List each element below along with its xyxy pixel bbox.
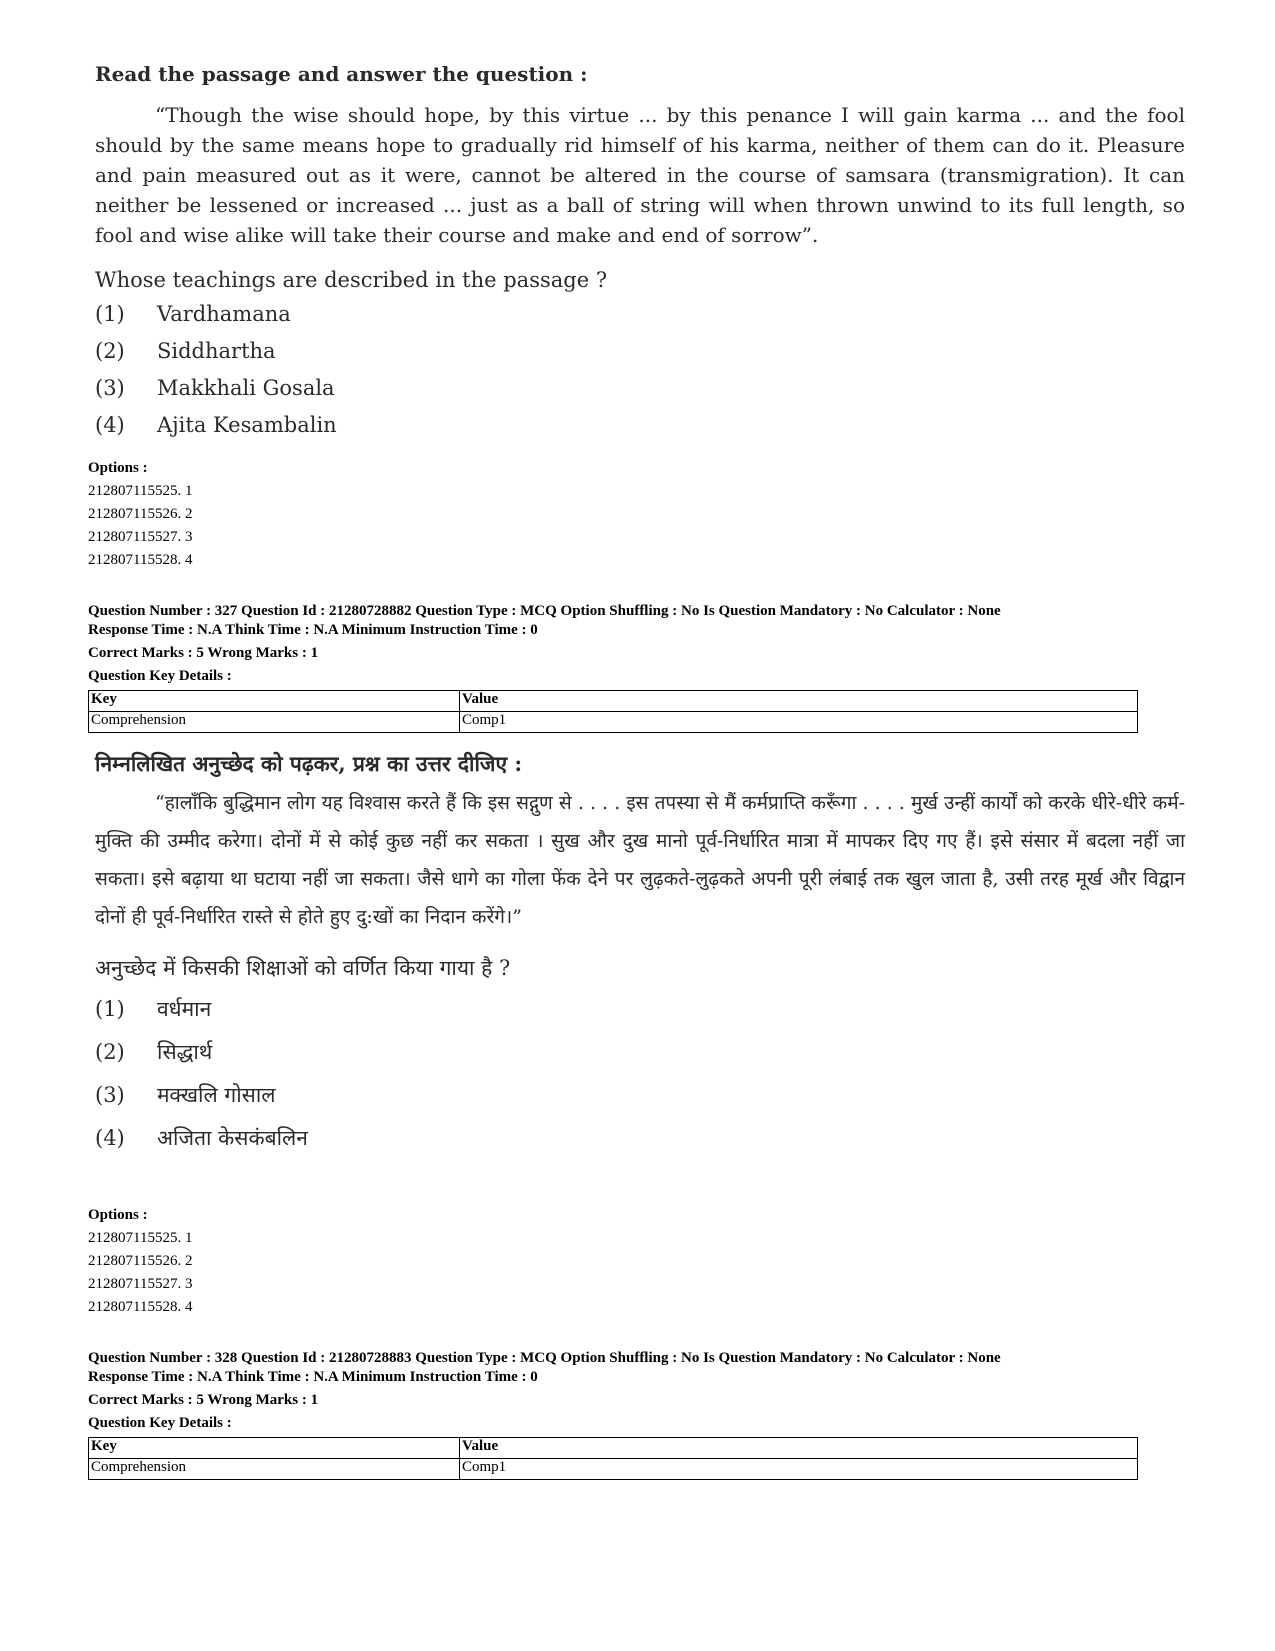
option-id: 212807115527. 3	[88, 1276, 193, 1292]
table-header-row	[89, 691, 1138, 712]
options-label: Options :	[88, 460, 148, 476]
key-details-label: Question Key Details :	[88, 1415, 232, 1431]
answer-option	[95, 1031, 1185, 1074]
option-id: 212807115526. 2	[88, 1253, 193, 1269]
table-row	[89, 1459, 1138, 1480]
answer-option	[95, 370, 1185, 407]
question-header: Question Number : 328 Question Id : 21280728883 Question Type : MCQ Option Shuffling : No Is Question Mandatory : No Calculator : None	[88, 1350, 1001, 1366]
question-marks: Correct Marks : 5 Wrong Marks : 1	[88, 645, 319, 661]
question-meta-327	[88, 602, 1188, 733]
options-list	[88, 1204, 1188, 1319]
table-cell-key: Comprehension	[89, 1459, 460, 1480]
table-cell-value: Comp1	[460, 712, 1138, 733]
option-id: 212807115526. 2	[88, 506, 193, 522]
option-id: 212807115525. 1	[88, 483, 193, 499]
option-text: सिद्धार्थ	[157, 1040, 213, 1064]
question-marks: Correct Marks : 5 Wrong Marks : 1	[88, 1392, 319, 1408]
passage-heading: निम्नलिखित अनुच्छेद को पढ़कर, प्रश्न का उत्तर दीजिए :	[95, 751, 523, 776]
answer-option	[95, 296, 1185, 333]
table-cell-value: Comp1	[460, 1459, 1138, 1480]
question-timing: Response Time : N.A Think Time : N.A Minimum Instruction Time : 0	[88, 1369, 538, 1385]
passage-text: “Though the wise should hope, by this virtue ... by this penance I will gain karma ... and the fool should by the same means hope to gradually rid himself of his karma, neither of them can do it. Pleasure and pain measured out as it were, cannot be altered in the course of samsara (transmigration). It can neither be lessened or increased ... just as a ball of string will when thrown unwind to its full length, so fool and wise alike will take their course and make and end of sorrow”.	[95, 103, 1185, 247]
option-text: मक्खलि गोसाल	[157, 1083, 276, 1107]
question-timing: Response Time : N.A Think Time : N.A Minimum Instruction Time : 0	[88, 622, 538, 638]
key-details-label: Question Key Details :	[88, 668, 232, 684]
option-number: (3)	[95, 1083, 125, 1107]
option-number: (1)	[95, 997, 125, 1021]
option-text: Siddhartha	[157, 339, 276, 363]
option-number: (4)	[95, 1126, 125, 1150]
answer-option	[95, 1117, 1185, 1160]
option-number: (4)	[95, 413, 125, 437]
passage-question: Whose teachings are described in the passage ?	[95, 268, 608, 292]
passage-question: अनुच्छेद में किसकी शिक्षाओं को वर्णित किया गाया है ?	[95, 956, 511, 980]
option-text: Ajita Kesambalin	[157, 413, 337, 437]
table-header-value: Value	[460, 1438, 1138, 1459]
passage-english	[95, 62, 1185, 444]
option-text: अजिता केसकंबलिन	[157, 1126, 308, 1150]
answer-option	[95, 333, 1185, 370]
answer-option	[95, 407, 1185, 444]
table-cell-key: Comprehension	[89, 712, 460, 733]
table-row	[89, 712, 1138, 733]
question-meta-328	[88, 1349, 1188, 1480]
option-number: (1)	[95, 302, 125, 326]
passage-text: “हालाँकि बुद्धिमान लोग यह विश्वास करते हैं कि इस सद्गुण से . . . . इस तपस्या से मैं कर्मप्राप्ति करूँगा . . . . मुर्ख उन्हीं कार्यों को करके धीरे-धीरे कर्म-मुक्ति की उम्मीद करेगा। दोनों में से कोई कुछ नहीं कर सकता । सुख और दुख मानो पूर्व-निर्धारित मात्रा में मापकर दिए गए हैं। इसे संसार में बदला नहीं जा सकता। इसे बढ़ाया था घटाया नहीं जा सकता। जैसे धागे का गोला फेंक देने पर लुढ़कते-लुढ़कते अपनी पूरी लंबाई तक खुल जाता है, उसी तरह मूर्ख और विद्वान दोनों ही पूर्व-निर्धारित रास्ते से होते हुए दु:खों का निदान करेंगे।”	[95, 792, 1185, 928]
table-header-key: Key	[89, 691, 460, 712]
key-value-table	[88, 690, 1138, 733]
option-text: Vardhamana	[157, 302, 291, 326]
option-number: (2)	[95, 339, 125, 363]
option-text: वर्धमान	[157, 997, 212, 1021]
passage-hindi	[95, 750, 1185, 1160]
table-header-row	[89, 1438, 1138, 1459]
answer-option	[95, 988, 1185, 1031]
option-number: (2)	[95, 1040, 125, 1064]
option-number: (3)	[95, 376, 125, 400]
option-id: 212807115528. 4	[88, 552, 193, 568]
option-id: 212807115527. 3	[88, 529, 193, 545]
table-header-value: Value	[460, 691, 1138, 712]
option-id: 212807115525. 1	[88, 1230, 193, 1246]
passage-heading: Read the passage and answer the question :	[95, 62, 588, 86]
option-text: Makkhali Gosala	[157, 376, 335, 400]
key-value-table	[88, 1437, 1138, 1480]
answer-option	[95, 1074, 1185, 1117]
options-list	[88, 457, 1188, 572]
table-header-key: Key	[89, 1438, 460, 1459]
options-label: Options :	[88, 1207, 148, 1223]
option-id: 212807115528. 4	[88, 1299, 193, 1315]
question-header: Question Number : 327 Question Id : 21280728882 Question Type : MCQ Option Shuffling : No Is Question Mandatory : No Calculator : None	[88, 603, 1001, 619]
